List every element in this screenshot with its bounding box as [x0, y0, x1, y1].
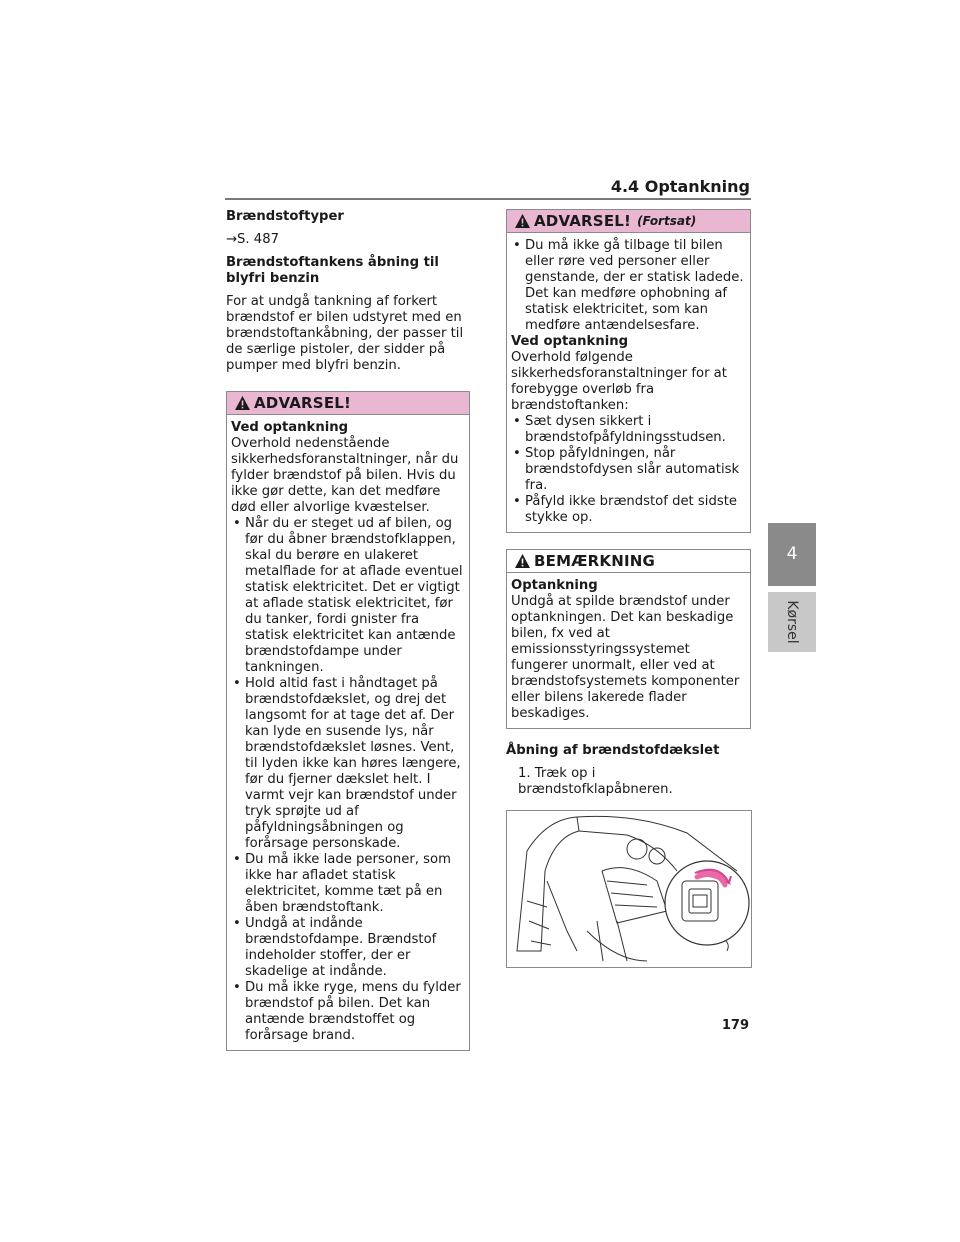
right-column [506, 209, 751, 968]
warning-box [226, 391, 470, 1051]
list-item: • Stop påfyldningen, når brændstofdysen slår automatisk fra. [511, 446, 746, 494]
list-item: • Når du er steget ud af bilen, og før du åbner brændstofklappen, skal du berøre en ulakeret metalflade for at aflade eventuel statisk elektricitet. Det er vigtigt at aflade statisk elektricitet, før du tanker, fordi gnister fra statisk elektricitet kan antænde brændstofdampe under tankningen. [231, 516, 465, 676]
warning-continued-top-list [511, 238, 746, 334]
notice-body [507, 573, 750, 728]
list-item: • Sæt dysen sikkert i brændstofpåfyldningsstudsen. [511, 414, 746, 446]
list-item: • Du må ikke ryge, mens du fylder brændstof på bilen. Det kan antænde brændstoffet og forårsage brand. [231, 980, 465, 1044]
warning-triangle-icon [234, 395, 251, 411]
list-item: • Du må ikke lade personer, som ikke har afladet statisk elektricitet, komme tæt på en åben brændstoftank. [231, 852, 465, 916]
chapter-label: Kørsel [784, 600, 800, 644]
fuel-cap-heading: Åbning af brændstofdækslet [506, 743, 720, 758]
notice-title: BEMÆRKNING [534, 552, 656, 570]
notice-box [506, 549, 751, 729]
warning-body [227, 415, 469, 1050]
warning-continued-bullet-list [511, 414, 746, 526]
fuel-opener-illustration [506, 810, 752, 968]
list-item: • Undgå at indånde brændstofdampe. Brændstof indeholder stoffer, der er skadelige at indånde. [231, 916, 465, 980]
step-1-text: 1. Træk op i brændstofklapåbneren. [518, 766, 673, 797]
list-item: • Hold altid fast i håndtaget på brændstofdækslet, og drej det langsomt for at tage det af. Der kan lyde en susende lys, når brændstofdækslet løsnes. Vent, til lyden ikke kan høres længere, før du fjerner dækslet helt. I varmt vejr kan brændstof under tryk sprøjte ud af påfyldningsåbningen og forårsage personskade. [231, 676, 465, 852]
list-item: • Du må ikke gå tilbage til bilen eller røre ved personer eller genstande, der er statisk ladede. Det kan medføre ophobning af statisk elektricitet, som kan medføre antændelsesfare. [511, 238, 746, 334]
warning-bullet-list [231, 516, 465, 1044]
chapter-tab: 4 [768, 523, 816, 586]
page-number: 179 [721, 1018, 749, 1033]
warning-title: ADVARSEL! [254, 394, 352, 412]
notice-triangle-icon [514, 553, 531, 569]
tank-opening-heading: Brændstoftankens åbning til blyfri benzin [226, 255, 439, 286]
warning-continued-subheading: Ved optankning [511, 334, 629, 349]
tank-opening-text: For at undgå tankning af forkert brændstof er bilen udstyret med en brændstoftankåbning, der passer til de særlige pistoler, der sidder på pumper med blyfri benzin. [226, 294, 464, 373]
warning-continued-title: ADVARSEL! [534, 212, 632, 230]
car-door-illustration [507, 811, 751, 967]
fuel-types-heading: Brændstoftyper [226, 209, 344, 224]
notice-subheading: Optankning [511, 578, 598, 593]
chapter-label-tab [768, 592, 816, 652]
warning-continued-label: (Fortsat) [637, 214, 697, 228]
notice-box-header [507, 550, 750, 573]
notice-text: Undgå at spilde brændstof under optankningen. Det kan beskadige bilen, fx ved at emissionsstyringssystemet fungerer unormalt, eller ved at brændstofsystemets komponenter eller bilens lakerede flader beskadiges. [511, 594, 740, 721]
warning-continued-body [507, 233, 750, 532]
warning-box-header [227, 392, 469, 415]
list-item: • Påfyld ikke brændstof det sidste stykke op. [511, 494, 746, 526]
fuel-types-reference-link[interactable]: →S. 487 [226, 232, 279, 247]
warning-continued-intro: Overhold følgende sikkerhedsforanstaltninger for at forebygge overløb fra brændstoftanken: [511, 350, 727, 413]
section-header-rule [225, 198, 751, 200]
section-header-title: 4.4 Optankning [610, 177, 750, 196]
warning-triangle-icon [514, 213, 531, 229]
warning-continued-header [507, 210, 750, 233]
warning-continued-box [506, 209, 751, 533]
left-column [226, 209, 470, 1051]
warning-intro: Overhold nedenstående sikkerhedsforanstaltninger, når du fylder brændstof på bilen. Hvis du ikke gør dette, kan det medføre død eller alvorlige kvæstelser. [231, 436, 459, 515]
warning-subheading: Ved optankning [231, 420, 349, 435]
